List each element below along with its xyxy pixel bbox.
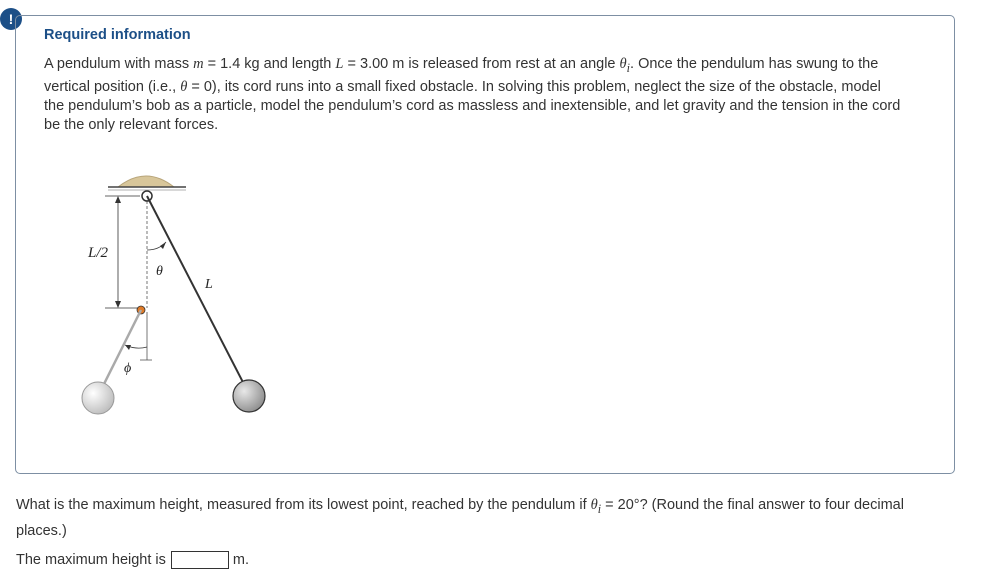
answer-unit: m. bbox=[232, 552, 249, 568]
ceiling-support bbox=[108, 176, 186, 190]
max-height-input[interactable] bbox=[171, 551, 229, 569]
swung-cord bbox=[100, 310, 141, 392]
pendulum-cord bbox=[147, 196, 248, 392]
right-bob bbox=[233, 380, 265, 412]
theta-label: θ bbox=[156, 264, 163, 279]
half-length-dimension bbox=[105, 196, 140, 308]
info-title: Required information bbox=[44, 27, 191, 43]
half-length-label: L/2 bbox=[88, 245, 109, 261]
alert-icon: ! bbox=[0, 8, 22, 30]
answer-prefix: The maximum height is bbox=[16, 552, 166, 568]
pendulum-figure bbox=[60, 160, 300, 430]
answer-row bbox=[16, 551, 249, 569]
problem-statement: A pendulum with mass m = 1.4 kg and length L = 3.00 m is released from rest at an angle $\theta_i$. Once the pendulum has swung to the vertical position (i.e., θ = 0), its cord runs into a small fixed obstacle. In solving this problem, neglect the size of the obstacle, model the pendulum’s bob as a particle, model the pendulum’s cord as massless and inextensible, and let gravity and the tension in the cord be the only relevant forces. bbox=[44, 56, 901, 133]
phi-label: ϕ bbox=[124, 361, 132, 376]
question-text: What is the maximum height, measured from its lowest point, reached by the pendulum if $\theta_i = 20^\circ$? (Round the final answer to four decimal places.) bbox=[16, 497, 904, 539]
left-bob bbox=[82, 382, 114, 414]
length-label: L bbox=[205, 277, 213, 292]
